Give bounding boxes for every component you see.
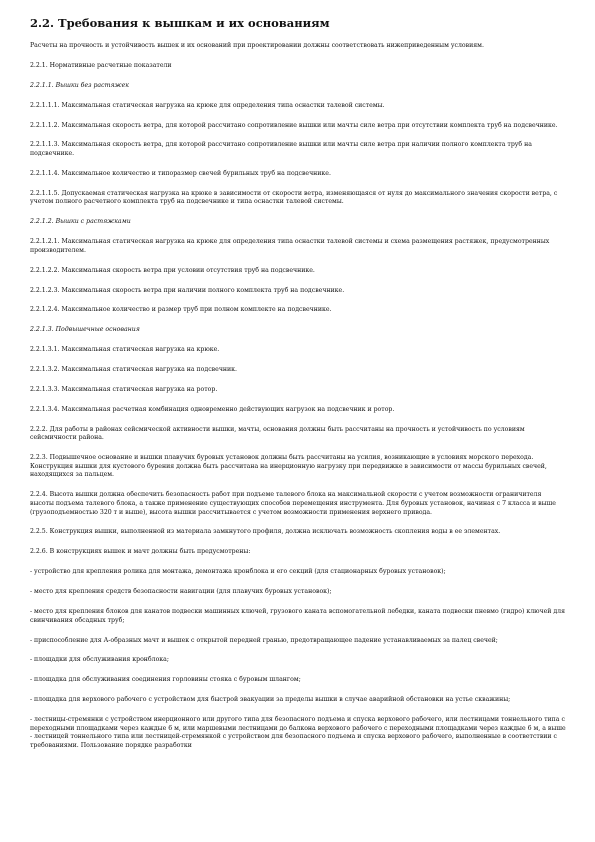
paragraph: 2.2.1.2.2. Максимальная скорость ветра при условии отсутствия труб на подсвечнике. bbox=[30, 266, 315, 274]
paragraph: 2.2.1.1.2. Максимальная скорость ветра, для которой рассчитано сопротивление вышки или мачты силе ветра при отсутствии комплекта труб на подсвечнике. bbox=[30, 121, 558, 129]
paragraph: 2.2.1.2.4. Максимальное количество и размер труб при полном комплекте на подсвечнике. bbox=[30, 306, 332, 314]
paragraph: - место для крепления средств безопасности навигации (для плавучих буровых установок); bbox=[30, 588, 332, 596]
paragraph: - приспособление для А-образных мачт и вышек с открытой передней гранью, предотвращающее падение устанавливаемых за палец свечей; bbox=[30, 636, 498, 644]
paragraph: 2.2.1.3.3. Максимальная статическая нагрузка на ротор. bbox=[30, 386, 218, 394]
paragraph: 2.2.4. Высота вышки должна обеспечить безопасность работ при подъеме талевого блока на максимальной скорости с учетом возможности ограничителя высоты подъема талевого блока, а также применение существующих способов перемещения инструмента. Для буровых установок, начиная с 7 класса и выше (грузоподъемностью 320 т и выше), высота вышки рассчитывается с учетом возможности применения верхнего привода. bbox=[30, 491, 556, 516]
paragraph: 2.2.6. В конструкциях вышек и мачт должны быть предусмотрены: bbox=[30, 548, 251, 556]
section-heading: 2.2. Требования к вышкам и их основаниям bbox=[30, 16, 330, 30]
paragraph: 2.2.3. Подвышечное основание и вышки плавучих буровых установок должны быть рассчитаны на усилия, возникающие в условиях морского перехода. Конструкция вышки для кустового бурения должна быть рассчитана на инерционную нагрузку при передвижке в зависимости от массы бурильных свечей, находящихся за пальцем. bbox=[30, 454, 547, 479]
paragraph: 2.2.5. Конструкция вышки, выполненной из материала замкнутого профиля, должна исключать возможность скопления воды в ее элементах. bbox=[30, 528, 501, 536]
paragraph: 2.2.1.2.1. Максимальная статическая нагрузка на крюке для определения типа оснастки талевой системы и схема размещения растяжек, предусмотренных производителем. bbox=[30, 238, 550, 254]
paragraph: 2.2.2. Для работы в районах сейсмической активности вышки, мачты, основания должны быть рассчитаны на прочность и устойчивость по условиям сейсмичности района. bbox=[30, 425, 525, 442]
document-body bbox=[30, 42, 566, 750]
paragraph: 2.2.1.1.3. Максимальная скорость ветра, для которой рассчитано сопротивление вышки или мачты силе ветра при наличии полного комплекта труб на подсвечнике. bbox=[30, 141, 532, 158]
paragraph: 2.2.1.2.3. Максимальная скорость ветра при наличии полного комплекта труб на подсвечнике. bbox=[30, 286, 345, 294]
document-page bbox=[30, 16, 566, 762]
paragraph: - лестницы-стремянки с устройством инерционного или другого типа для безопасного подъема и спуска верхового рабочего, или лестницами тоннельного типа с переходными площадками через каждые 6 м, или маршевыми лестницами до балкона верхового рабочего с переходными площадками через каждые 6 м, а выше - лестницей тоннельного типа или лестницей-стремянкой с устройством для безопасного подъема и спуска верхового рабочего, выполненные в соответствии с требованиями. Пользование порядке разработки bbox=[30, 716, 566, 749]
paragraph: 2.2.1.3.2. Максимальная статическая нагрузка на подсвечник. bbox=[30, 366, 237, 374]
subsection-heading: 2.2.1.1. Вышки без растяжек bbox=[30, 81, 129, 89]
paragraph: 2.2.1.1.4. Максимальное количество и типоразмер свечей бурильных труб на подсвечнике. bbox=[30, 169, 331, 177]
paragraph: Расчеты на прочность и устойчивость вышек и их оснований при проектировании должны соответствовать нижеприведенным условиям. bbox=[30, 42, 484, 49]
paragraph: 2.2.1. Нормативные расчетные показатели bbox=[30, 61, 172, 69]
subsection-heading: 2.2.1.3. Подвышечные основания bbox=[30, 326, 140, 334]
paragraph: - место для крепления блоков для канатов подвески машинных ключей, грузового каната вспомогательной лебедки, каната подвески пневмо (гидро) ключей для свинчивания обсадных труб; bbox=[30, 608, 566, 624]
paragraph: - площадка для обслуживания соединения горловины стояка с буровым шлангом; bbox=[30, 676, 301, 684]
paragraph: 2.2.1.1.5. Допускаемая статическая нагрузка на крюке в зависимости от скорости ветра, изменяющаяся от нуля до максимального значения скорости ветра, с учетом полного расчетного комплекта труб на подсвечнике и типа оснастки талевой системы. bbox=[30, 189, 558, 206]
paragraph: - устройство для крепления ролика для монтажа, демонтажа кронблока и его секций (для стационарных буровых установок); bbox=[30, 568, 446, 576]
paragraph: 2.2.1.3.4. Максимальная расчетная комбинация одновременно действующих нагрузок на подсвечник и ротор. bbox=[30, 405, 395, 413]
subsection-heading: 2.2.1.2. Вышки с растяжками bbox=[30, 218, 131, 226]
paragraph: - площадка для верхового рабочего с устройством для быстрой эвакуации за пределы вышки в случае аварийной обстановки на устье скважины; bbox=[30, 696, 511, 704]
paragraph: - площадки для обслуживания кронблока; bbox=[30, 656, 169, 664]
paragraph: 2.2.1.3.1. Максимальная статическая нагрузка на крюке. bbox=[30, 346, 220, 354]
paragraph: 2.2.1.1.1. Максимальная статическая нагрузка на крюке для определения типа оснастки талевой системы. bbox=[30, 101, 385, 109]
